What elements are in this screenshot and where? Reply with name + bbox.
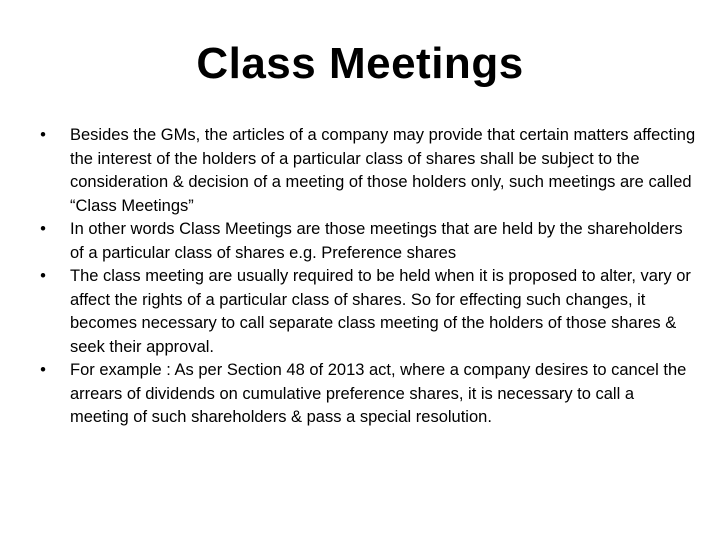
bullet-icon: • — [40, 267, 46, 285]
bullet-text: The class meeting are usually required to be held when it is proposed to alter, vary or affect the rights of a particular class of shares. So for effecting such changes, it becomes necessary to call separate class meeting of the holders of those shares & seek their approval. — [70, 267, 691, 356]
bullet-icon: • — [40, 220, 46, 238]
bullet-list — [36, 124, 696, 430]
bullet-item — [36, 218, 696, 265]
bullet-text: For example : As per Section 48 of 2013 act, where a company desires to cancel the arrears of dividends on cumulative preference shares, it is necessary to call a meeting of such shareholders & pass a special resolution. — [70, 361, 687, 426]
bullet-text: In other words Class Meetings are those meetings that are held by the shareholders of a particular class of shares e.g. Preference shares — [70, 220, 683, 262]
bullet-text: Besides the GMs, the articles of a company may provide that certain matters affecting the interest of the holders of a particular class of shares shall be subject to the consideration & decision of a meeting of those holders only, such meetings are called “Class Meetings” — [70, 126, 696, 215]
bullet-item — [36, 265, 696, 359]
bullet-icon: • — [40, 361, 46, 379]
bullet-item — [36, 124, 696, 218]
bullet-item — [36, 359, 696, 430]
slide-title: Class Meetings — [196, 39, 524, 88]
bullet-icon: • — [40, 126, 46, 144]
